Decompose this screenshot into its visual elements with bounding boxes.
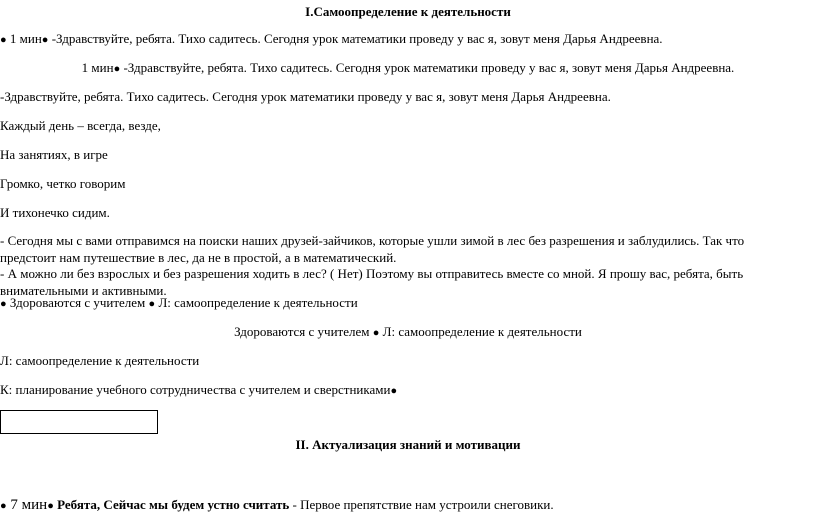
communicative-goal-line — [0, 381, 397, 400]
activity-line-1 — [0, 294, 358, 313]
bullet-icon: ● — [372, 327, 380, 339]
bullet-icon: ● — [390, 385, 398, 397]
activity-text: Здороваются с учителем — [6, 295, 149, 310]
bullet-icon: ● — [41, 34, 49, 46]
goal-text: Л: самоопределение к деятельности — [155, 295, 358, 310]
greeting-line-1 — [0, 30, 663, 49]
poem-line-3: Громко, четко говорим — [0, 176, 126, 191]
poem-line-1: Каждый день – всегда, везде, — [0, 118, 161, 133]
story-paragraph-2: - А можно ли без взрослых и без разрешения ходить в лес? ( Нет) Поэтому вы отправитесь вместе со мной. Я прошу вас, ребята, быть внимательными и активными. — [0, 266, 744, 298]
greeting-text: -Здравствуйте, ребята. Тихо садитесь. Сегодня урок математики проведу у вас я, зовут меня Дарья Андреевна. — [48, 31, 663, 46]
counting-line — [0, 496, 554, 515]
time-label: 7 мин — [6, 497, 48, 513]
communicative-goal-text: К: планирование учебного сотрудничества с учителем и сверстниками — [0, 382, 391, 397]
counting-text: - Первое препятствие нам устроили снеговики. — [292, 497, 554, 512]
poem-line-2: На занятиях, в игре — [0, 147, 108, 162]
story-paragraph-1: - Сегодня мы с вами отправимся на поиски наших друзей-зайчиков, которые ушли зимой в лес без разрешения и заблудились. Так что предстоит нам путешествие в лес, да не в простой, а в математический. — [0, 233, 745, 265]
activity-text: Здороваются с учителем — [234, 324, 373, 339]
time-label: 1 мин — [9, 31, 42, 46]
time-label: 1 мин — [81, 60, 114, 75]
personal-goal-line: Л: самоопределение к деятельности — [0, 353, 200, 368]
bullet-icon: ● — [47, 500, 54, 512]
section-2-title: II. Актуализация знаний и мотивации — [295, 437, 521, 452]
goal-text: Л: самоопределение к деятельности — [379, 324, 582, 339]
empty-box — [0, 410, 158, 434]
greeting-line-2 — [0, 59, 816, 78]
activity-line-2 — [0, 323, 816, 342]
bullet-icon: ● — [0, 500, 7, 512]
counting-bold-text: Ребята, Сейчас мы будем устно считать — [53, 497, 293, 512]
bullet-icon: ● — [148, 298, 156, 310]
bullet-icon: ● — [113, 63, 121, 75]
greeting-line-3: -Здравствуйте, ребята. Тихо садитесь. Сегодня урок математики проведу у вас я, зовут меня Дарья Андреевна. — [0, 89, 611, 104]
poem-line-4: И тихонечко сидим. — [0, 205, 110, 220]
section-1-title: I.Самоопределение к деятельности — [305, 4, 511, 19]
bullet-icon: ● — [0, 298, 7, 310]
greeting-text: -Здравствуйте, ребята. Тихо садитесь. Сегодня урок математики проведу у вас я, зовут меня Дарья Андреевна. — [120, 60, 735, 75]
bullet-icon: ● — [0, 34, 7, 46]
